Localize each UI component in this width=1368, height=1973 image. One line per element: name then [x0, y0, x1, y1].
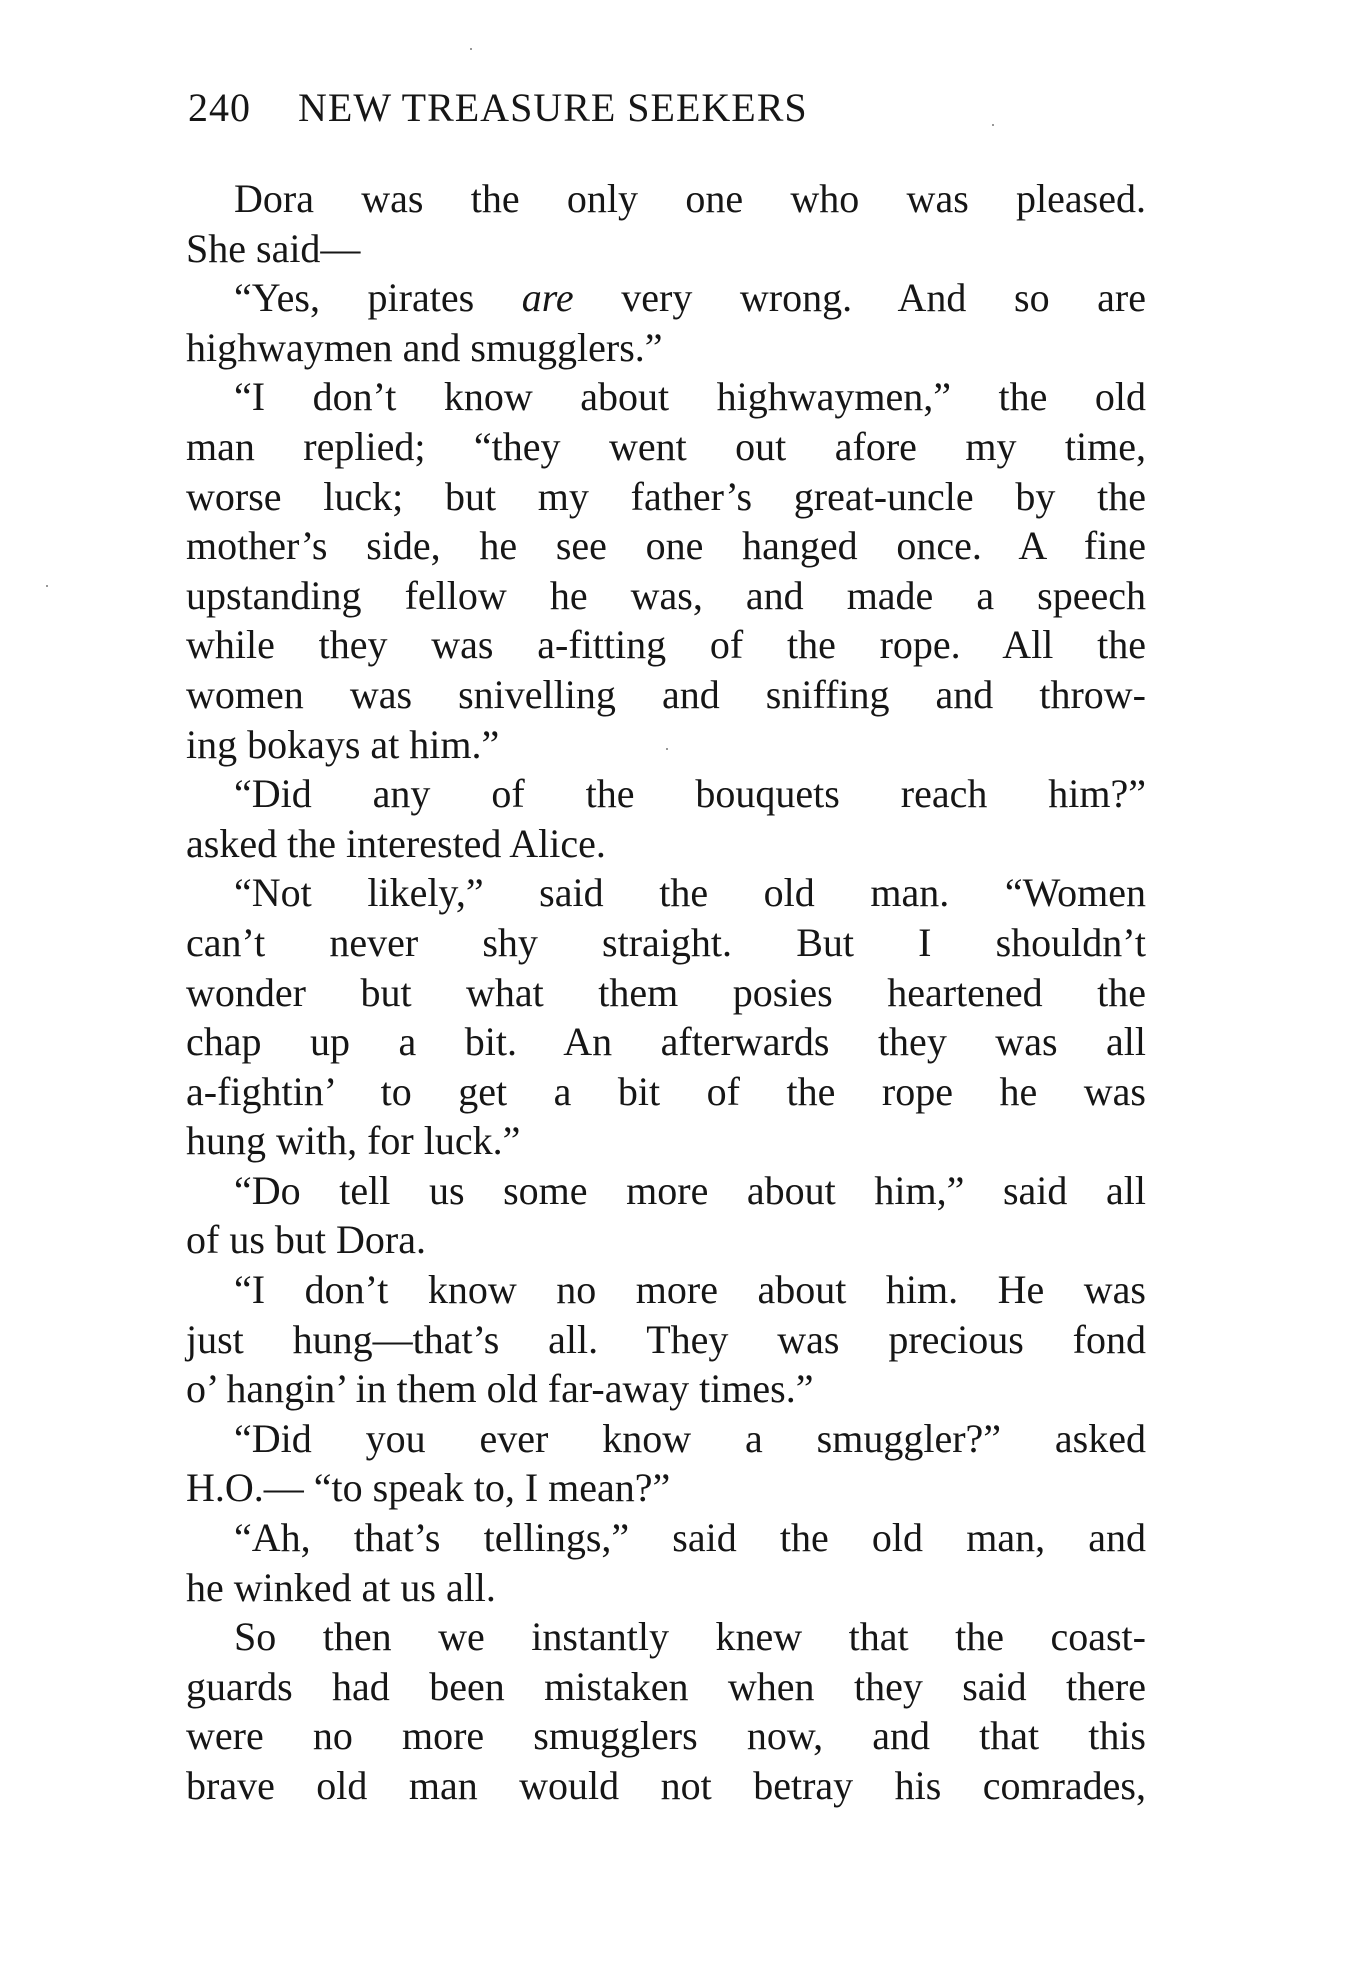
text-line: mother’s side, he see one hanged once. A fine	[186, 523, 1146, 569]
italic-emphasis: are	[521, 275, 574, 321]
text-line: a-fightin’ to get a bit of the rope he was	[186, 1068, 1146, 1114]
text-line: while they was a-fitting of the rope. All the	[186, 622, 1146, 668]
paper-speck	[46, 585, 48, 587]
text-line: chap up a bit. An afterwards they was all	[186, 1019, 1146, 1065]
text-line: upstanding fellow he was, and made a speech	[186, 572, 1146, 618]
text-line: guards had been mistaken when they said there	[186, 1663, 1146, 1709]
text-line: “Ah, that’s tellings,” said the old man, and	[234, 1515, 1146, 1561]
text-line: “Not likely,” said the old man. “Women	[234, 870, 1146, 916]
text-line: “Did you ever know a smuggler?” asked	[234, 1415, 1146, 1461]
text-line: Dora was the only one who was pleased.	[234, 176, 1146, 221]
paper-speck	[992, 124, 994, 126]
text-line: “I don’t know no more about him. He was	[234, 1267, 1146, 1313]
text-line: asked the interested Alice.	[186, 820, 606, 866]
body-text	[186, 174, 1146, 1811]
text-line: just hung—that’s all. They was precious fond	[186, 1316, 1146, 1362]
text-line: worse luck; but my father’s great-uncle by the	[186, 473, 1146, 519]
text-run: “Yes, pirates	[234, 275, 522, 321]
text-line: highwaymen and smugglers.”	[186, 324, 663, 370]
text-line: o’ hangin’ in them old far-away times.”	[186, 1366, 814, 1412]
text-line: “Do tell us some more about him,” said all	[234, 1167, 1146, 1213]
page-header	[188, 78, 1148, 138]
page-number: 240	[188, 85, 251, 130]
text-line: women was snivelling and sniffing and throw-	[186, 671, 1146, 717]
text-run: very wrong. And so are	[573, 275, 1147, 321]
running-title: NEW TREASURE SEEKERS	[298, 85, 808, 130]
text-line	[186, 273, 1146, 323]
text-line: H.O.— “to speak to, I mean?”	[186, 1465, 671, 1511]
text-line: hung with, for luck.”	[186, 1118, 521, 1164]
text-line: ing bokays at him.”	[186, 721, 500, 767]
paper-speck	[666, 748, 668, 750]
text-line: can’t never shy straight. But I shouldn’t	[186, 919, 1146, 965]
text-line: of us but Dora.	[186, 1217, 426, 1263]
text-line: were no more smugglers now, and that this	[186, 1713, 1146, 1759]
paper-speck	[470, 48, 472, 50]
text-line: “Did any of the bouquets reach him?”	[234, 771, 1146, 817]
text-line: brave old man would not betray his comrades,	[186, 1763, 1146, 1808]
text-line: So then we instantly knew that the coast-	[234, 1614, 1146, 1660]
text-line: wonder but what them posies heartened the	[186, 969, 1146, 1015]
text-line: he winked at us all.	[186, 1564, 496, 1610]
text-line: She said—	[186, 225, 361, 271]
text-line: man replied; “they went out afore my time,	[186, 423, 1146, 469]
text-line: “I don’t know about highwaymen,” the old	[234, 374, 1146, 420]
